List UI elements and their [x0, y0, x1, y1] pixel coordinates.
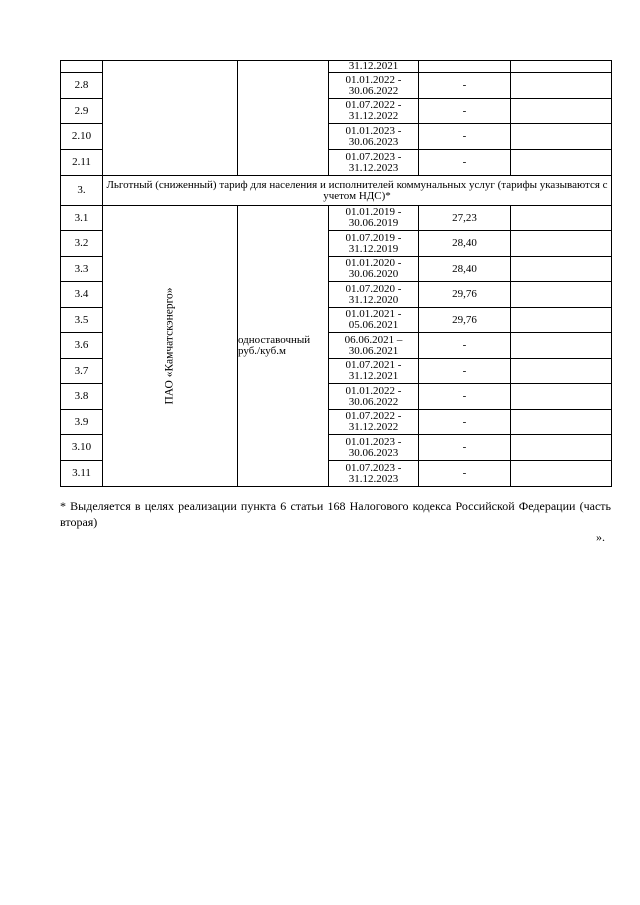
tariff-value: - — [419, 73, 511, 99]
section-header-row — [61, 176, 612, 206]
tariff-value: - — [419, 384, 511, 410]
period-cell: 01.07.2019 - 31.12.2019 — [329, 231, 419, 257]
org-name: ПАО «Камчатскэнерго» — [163, 287, 176, 405]
tariff-value: - — [419, 435, 511, 461]
period-cell: 01.01.2023 - 30.06.2023 — [329, 435, 419, 461]
row-number: 3.2 — [61, 231, 103, 257]
section-number: 3. — [61, 176, 103, 206]
period-cell: 01.01.2022 - 30.06.2022 — [329, 73, 419, 99]
period-cell: 01.01.2019 - 30.06.2019 — [329, 206, 419, 231]
row-number: 3.5 — [61, 308, 103, 333]
row-number: 3.8 — [61, 384, 103, 410]
period-cell: 01.01.2020 - 30.06.2020 — [329, 257, 419, 282]
tariff-value: - — [419, 124, 511, 150]
row-number: 3.3 — [61, 257, 103, 282]
tariff-type-cell: одноставочный руб./куб.м — [238, 206, 329, 487]
period-cell: 01.07.2022 - 31.12.2022 — [329, 99, 419, 124]
table-row — [61, 206, 612, 231]
row-number: 3.9 — [61, 410, 103, 435]
tariff-table — [60, 60, 612, 487]
org-cell-section2 — [103, 61, 238, 176]
row-number: 3.4 — [61, 282, 103, 308]
period-cell: 01.07.2020 - 31.12.2020 — [329, 282, 419, 308]
section-title: Льготный (сниженный) тариф для населения и исполнителей коммунальных услуг (тарифы указываются с учетом НДС)* — [103, 176, 612, 206]
period-cell: 01.07.2023 - 31.12.2023 — [329, 461, 419, 487]
period-cell: 01.07.2022 - 31.12.2022 — [329, 410, 419, 435]
tariff-value: 27,23 — [419, 206, 511, 231]
period-cell: 31.12.2021 — [329, 61, 419, 73]
tariff-value: - — [419, 461, 511, 487]
period-cell: 01.07.2021 - 31.12.2021 — [329, 359, 419, 384]
row-number: 2.9 — [61, 99, 103, 124]
period-cell: 01.01.2023 - 30.06.2023 — [329, 124, 419, 150]
row-number: 2.11 — [61, 150, 103, 176]
period-cell: 01.01.2022 - 30.06.2022 — [329, 384, 419, 410]
row-number: 3.10 — [61, 435, 103, 461]
period-cell: 01.01.2021 - 05.06.2021 — [329, 308, 419, 333]
tariff-value: - — [419, 150, 511, 176]
tariff-value: 29,76 — [419, 308, 511, 333]
tariff-value: 29,76 — [419, 282, 511, 308]
table-row — [61, 61, 612, 73]
tariff-type-cell-section2 — [238, 61, 329, 176]
org-cell — [103, 206, 238, 487]
tariff-value: - — [419, 410, 511, 435]
tariff-value: 28,40 — [419, 257, 511, 282]
tariff-value: - — [419, 359, 511, 384]
row-number: 2.10 — [61, 124, 103, 150]
tariff-value: - — [419, 333, 511, 359]
row-number: 3.7 — [61, 359, 103, 384]
row-number: 3.11 — [61, 461, 103, 487]
row-number: 3.1 — [61, 206, 103, 231]
row-number: 3.6 — [61, 333, 103, 359]
period-cell: 01.07.2023 - 31.12.2023 — [329, 150, 419, 176]
footnote: * Выделяется в целях реализации пункта 6 статьи 168 Налогового кодекса Российской Федерации (часть вторая) — [60, 499, 611, 529]
tariff-value: 28,40 — [419, 231, 511, 257]
row-number: 2.8 — [61, 73, 103, 99]
period-cell: 06.06.2021 – 30.06.2021 — [329, 333, 419, 359]
tariff-value: - — [419, 99, 511, 124]
closing-quote: ». — [596, 530, 605, 544]
